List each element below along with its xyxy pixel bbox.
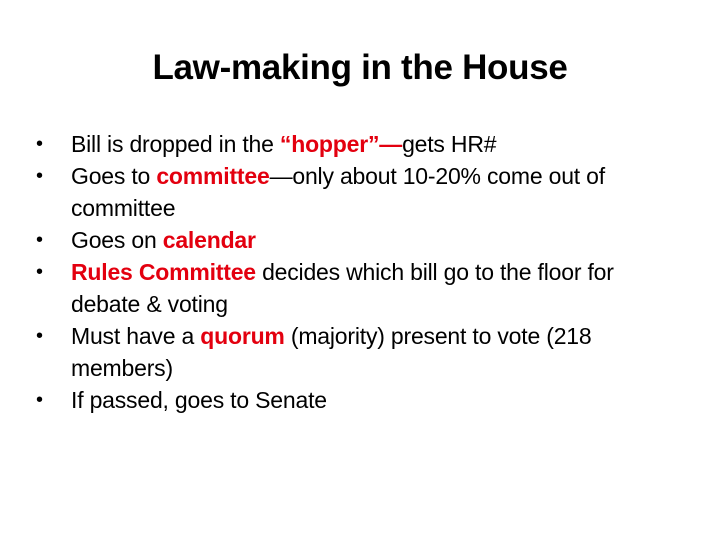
bullet-text-plain: Goes to: [71, 163, 157, 189]
bullet-text-plain: If passed, goes to Senate: [71, 387, 327, 413]
bullet-item-calendar: [36, 224, 676, 256]
bullet-text-plain: (majority) present to vote (218 members): [71, 323, 592, 381]
bullet-text-plain: Goes on: [71, 227, 163, 253]
bullet-item-committee: [36, 160, 676, 224]
bullet-dot-icon: •: [36, 389, 43, 411]
term-committee: committee: [156, 163, 270, 189]
term-quorum: quorum: [200, 323, 285, 349]
bullet-text-plain: Must have a: [71, 323, 201, 349]
bullet-text-plain: Bill is dropped in the: [71, 131, 280, 157]
bullet-text-plain: —only about 10-20% come out of committee: [71, 163, 605, 221]
term-rules-committee: Rules Committee: [71, 259, 256, 285]
bullet-item-rules-committee: [36, 256, 676, 320]
bullet-item-senate: [36, 384, 676, 416]
bullet-text-plain: gets HR#: [402, 131, 497, 157]
term-calendar: calendar: [162, 227, 256, 253]
bullet-dot-icon: •: [36, 133, 43, 155]
bullet-dot-icon: •: [36, 229, 43, 251]
bullet-item-hopper: [36, 128, 676, 160]
bullet-item-quorum: [36, 320, 676, 384]
bullet-dot-icon: •: [36, 165, 43, 187]
term-hopper: “hopper”—: [279, 131, 403, 157]
bullet-list: [36, 128, 676, 416]
slide-title: Law-making in the House: [152, 48, 568, 87]
bullet-text-plain: decides which bill go to the floor for debate & voting: [71, 259, 614, 317]
bullet-dot-icon: •: [36, 261, 43, 283]
bullet-dot-icon: •: [36, 325, 43, 347]
